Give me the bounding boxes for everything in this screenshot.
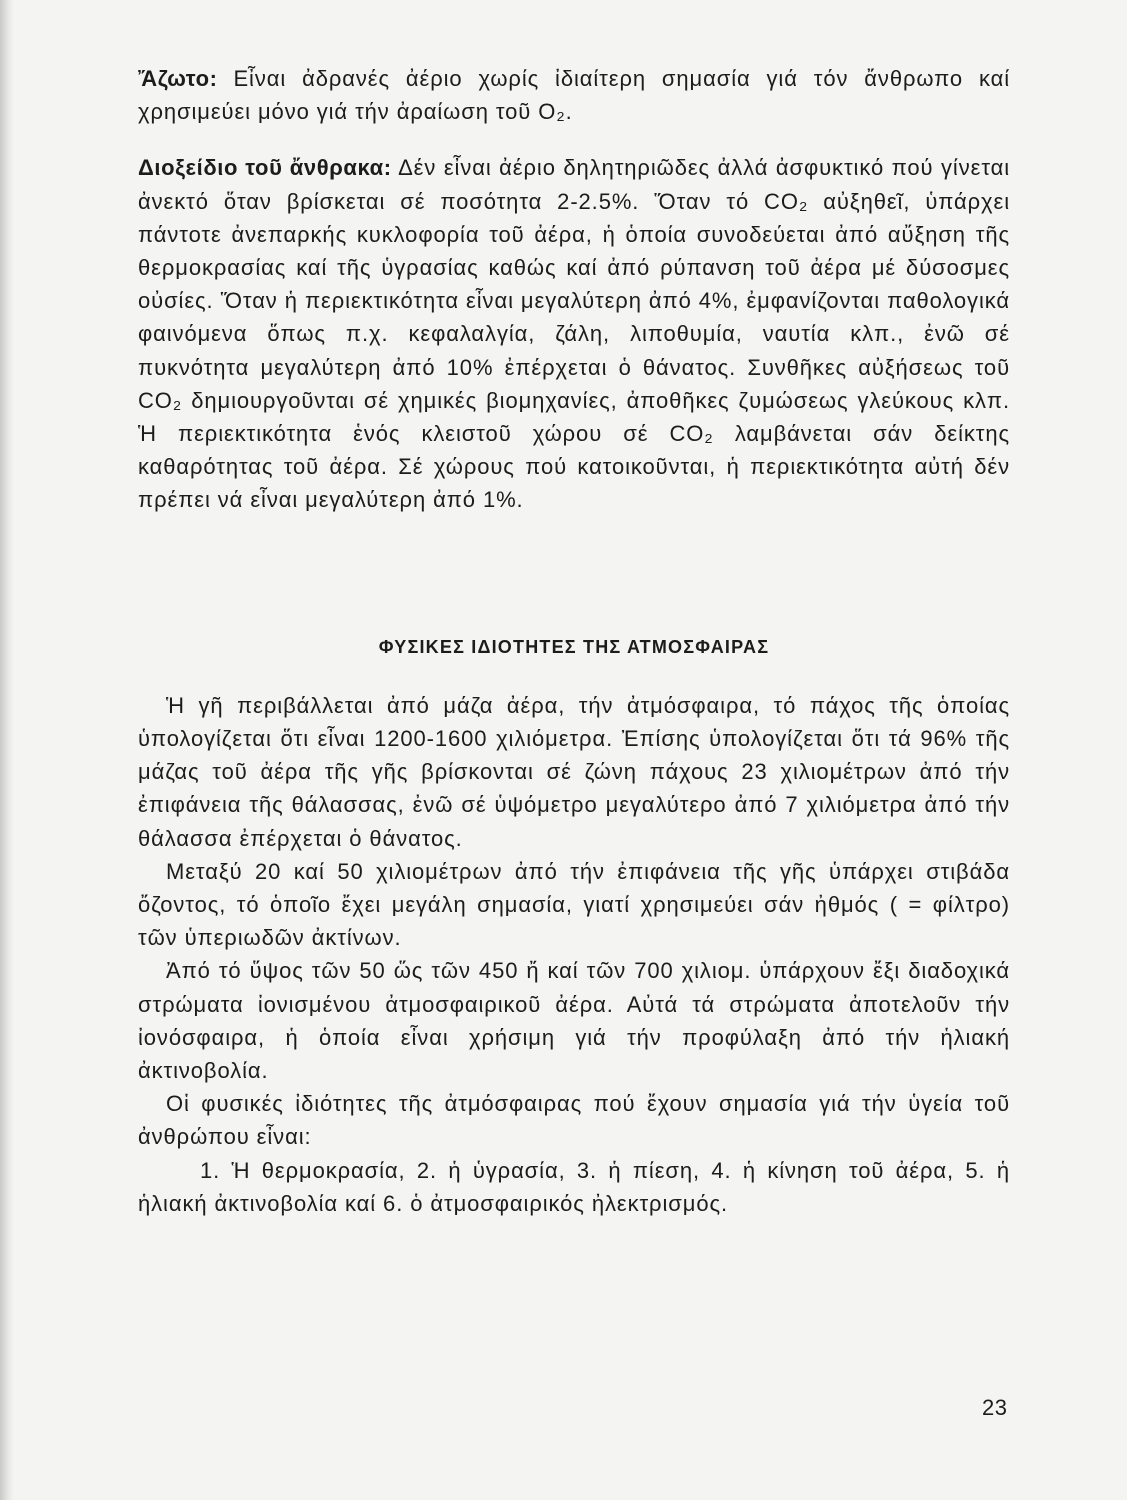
paragraph-ozone: Μεταξύ 20 καί 50 χιλιομέτρων ἀπό τήν ἐπιφάνεια τῆς γῆς ὑπάρχει στιβάδα ὄζοντος, τό ὁποῖο ἔχει μεγάλη σημασία, γιατί χρησιμεύει σάν ἠθμός ( = φίλτρο) τῶν ὑπεριωδῶν ἀκτίνων. [138,858,1010,951]
page-content [138,62,1010,1220]
paragraph-atmosphere: Ἡ γῆ περιβάλλεται ἀπό μάζα ἀέρα, τήν ἀτμόσφαιρα, τό πάχος τῆς ὁποίας ὑπολογίζεται ὅτι εἶναι 1200-1600 χιλιόμετρα. Ἐπίσης ὑπολογίζεται ὅτι τά 96% τῆς μάζας τοῦ ἀέρα τῆς γῆς βρίσκονται σέ ζώνη πάχους 23 χιλιομέτρων ἀπό τήν ἐπιφάνεια τῆς θάλασσας, ἐνῶ σέ ὑψόμετρο μεγαλύτερο ἀπό 7 χιλιόμετρα ἀπό τήν θάλασσα ἐπέρχεται ὁ θάνατος. [138,692,1010,851]
page-number: 23 [982,1395,1008,1420]
text-nitrogen: Εἶναι ἀδρανές ἀέριο χωρίς ἰδιαίτερη σημασία γιά τόν ἄνθρωπο καί χρησιμεύει μόνο γιά τήν ἀραίωση τοῦ O₂. [138,66,1010,125]
paragraph-ionosphere: Ἀπό τό ὕψος τῶν 50 ὥς τῶν 450 ἤ καί τῶν 700 χιλιομ. ὑπάρχουν ἔξι διαδοχικά στρώματα ἰονισμένου ἀτμοσφαιρικοῦ ἀέρα. Αὐτά τά στρώματα ἀποτελοῦν τήν ἰονόσφαιρα, ἡ ὁποία εἶναι χρήσιμη γιά τήν προφύλαξη ἀπό τήν ἡλιακή ἀκτινοβολία. [138,958,1010,1084]
paragraph-carbon-dioxide [138,151,1010,516]
term-nitrogen: Ἄζωτο: [138,66,218,91]
properties-list: 1. Ἡ θερμοκρασία, 2. ἡ ὑγρασία, 3. ἡ πίεση, 4. ἡ κίνηση τοῦ ἀέρα, 5. ἡ ἡλιακή ἀκτινοβολία καί 6. ὁ ἀτμοσφαιρικός ἠλεκτρισμός. [138,1157,1010,1216]
section-heading: ΦΥΣΙΚΕΣ ΙΔΙΟΤΗΤΕΣ ΤΗΣ ΑΤΜΟΣΦΑΙΡΑΣ [378,636,770,657]
paragraph-nitrogen [138,62,1010,128]
paragraph-properties-intro: Οἱ φυσικές ἰδιότητες τῆς ἀτμόσφαιρας πού ἔχουν σημασία γιά τήν ὑγεία τοῦ ἀνθρώπου εἶναι: [138,1091,1010,1150]
text-carbon-dioxide: Δέν εἶναι ἀέριο δηλητηριῶδες ἀλλά ἀσφυκτικό πού γίνεται ἀνεκτό ὅταν βρίσκεται σέ ποσότητα 2-2.5%. Ὅταν τό CO₂ αὐξηθεῖ, ὑπάρχει πάντοτε ἀνεπαρκής κυκλοφορία τοῦ ἀέρα, ἡ ὁποία συνοδεύεται ἀπό αὔξηση τῆς θερμοκρασίας καί τῆς ὑγρασίας καθώς καί ἀπό ρύπανση τοῦ ἀέρα μέ δύσοσμες οὐσίες. Ὅταν ἡ περιεκτικότητα εἶναι μεγαλύτερη ἀπό 4%, ἐμφανίζονται παθολογικά φαινόμενα ὅπως π.χ. κεφαλαλγία, ζάλη, λιποθυμία, ναυτία κλπ., ἐνῶ σέ πυκνότητα μεγαλύτερη ἀπό 10% ἐπέρχεται ὁ θάνατος. Συνθῆκες αὐξήσεως τοῦ CO₂ δημιουργοῦνται σέ χημικές βιομηχανίες, ἀποθῆκες ζυμώσεως γλεύκους κλπ. Ἡ περιεκτικότητα ἑνός κλειστοῦ χώρου σέ CO₂ λαμβάνεται σάν δείκτης καθαρότητας τοῦ ἀέρα. Σέ χώρους πού κατοικοῦνται, ἡ περιεκτικότητα αὐτή δέν πρέπει νά εἶναι μεγαλύτερη ἀπό 1%. [138,155,1010,513]
page-edge-shadow [0,0,14,1500]
term-carbon-dioxide: Διοξείδιο τοῦ ἄνθρακα: [138,155,392,181]
